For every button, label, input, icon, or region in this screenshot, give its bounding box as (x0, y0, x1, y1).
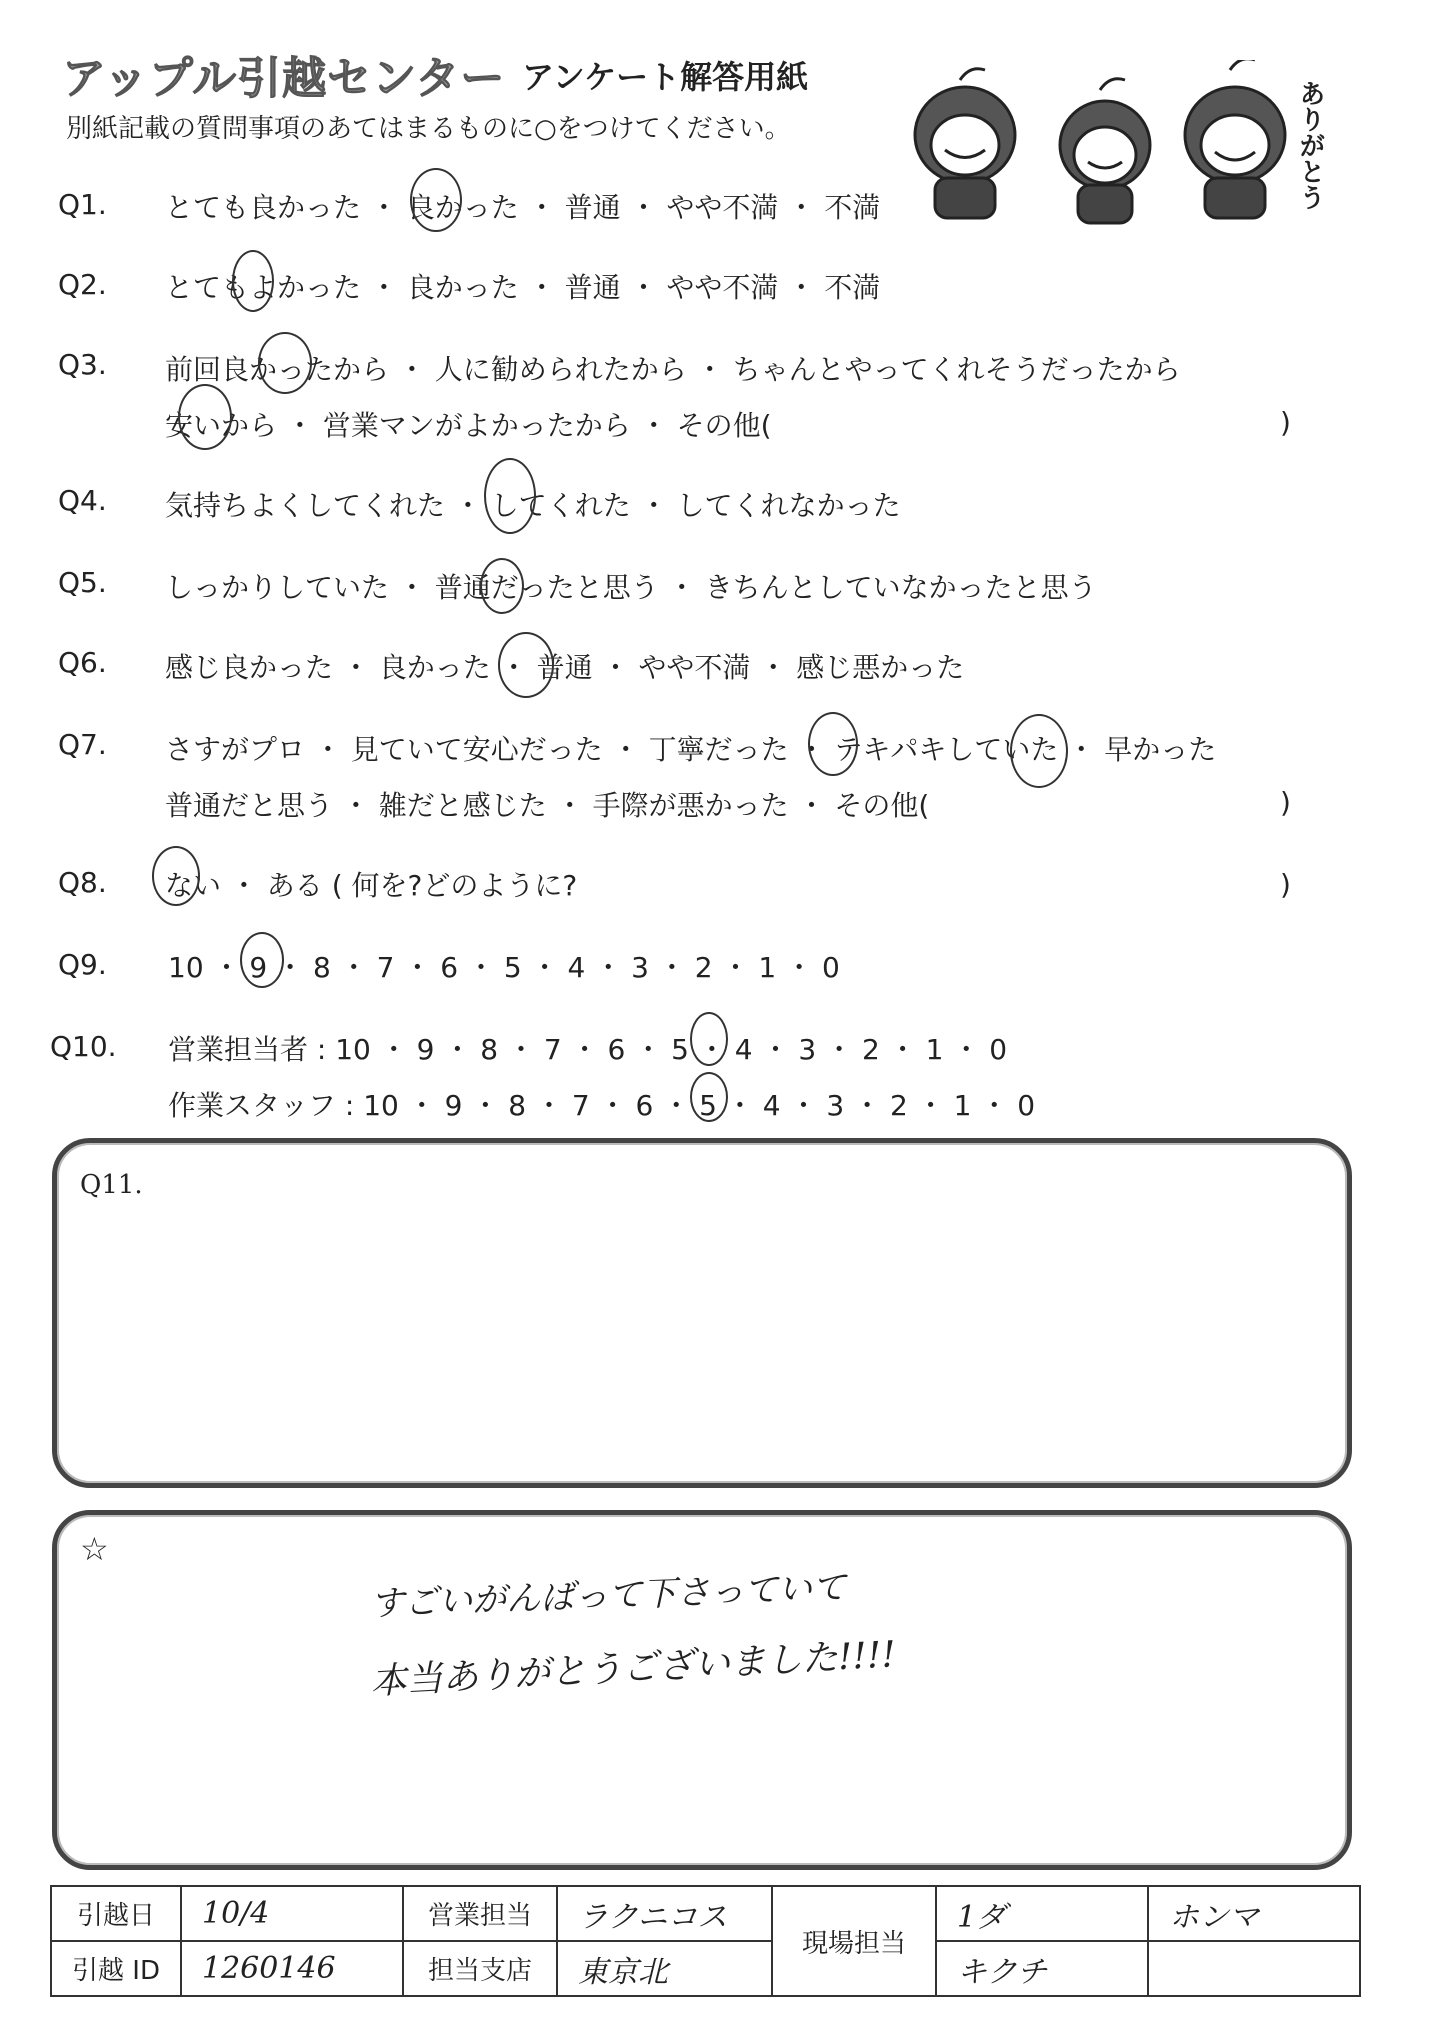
q7-answer-circle-1 (808, 712, 858, 776)
form-subtitle: アンケート解答用紙 (522, 58, 809, 96)
q4-answer-circle (484, 458, 536, 534)
q5-answer-circle (480, 558, 524, 614)
q6-label: Q6. (58, 646, 107, 679)
q3-close-paren: ) (1280, 406, 1291, 439)
site-staff-3: キクチ (936, 1941, 1148, 1996)
q9-answer-circle (240, 932, 284, 988)
q7-label: Q7. (58, 728, 107, 761)
q3-answer-circle-2 (178, 384, 232, 450)
q10-sales-scale: 営業担当者 : 10 ・ 9 ・ 8 ・ 7 ・ 6 ・ 5 ・ 4 ・ 3 ・ 2 ・ 1 ・ 0 (168, 1033, 1008, 1066)
site-label: 現場担当 (772, 1886, 936, 1996)
q10-sales-answer-circle (690, 1012, 728, 1066)
instruction-text: 別紙記載の質問事項のあてはまるものに○をつけてください。 (66, 114, 791, 144)
q10-staff-answer-circle (690, 1072, 728, 1122)
q7-answer-circle-2 (1010, 714, 1068, 788)
q11-label: Q11. (80, 1170, 143, 1200)
branch-value: 東京北 (557, 1941, 772, 1996)
site-staff-1: 1ダ (936, 1886, 1148, 1941)
moving-id-label: 引越 ID (51, 1941, 181, 1996)
q9-label: Q9. (58, 948, 107, 981)
site-staff-2: ホンマ (1148, 1886, 1360, 1941)
q7-options-line1: さすがプロ ・ 見ていて安心だった ・ 丁寧だった ・ テキパキしていた ・ 早かった (165, 733, 1217, 766)
q8-close-paren: ) (1280, 868, 1291, 901)
q2-label: Q2. (58, 268, 107, 301)
mascot-illustration (890, 60, 1340, 230)
sales-label: 営業担当 (403, 1886, 557, 1941)
moving-id-value: 1260146 (181, 1941, 403, 1996)
q2-options: とてもよかった ・ 良かった ・ 普通 ・ やや不満 ・ 不満 (165, 271, 881, 304)
q9-scale: 10 ・ 9 ・ 8 ・ 7 ・ 6 ・ 5 ・ 4 ・ 3 ・ 2 ・ 1 ・ 0 (168, 951, 840, 984)
info-table (50, 1885, 1361, 1997)
q3-options-line2: 安いから ・ 営業マンがよかったから ・ その他( (165, 409, 772, 442)
comment-line-1: すごいがんばって下さっていて (369, 1567, 847, 1625)
comment-star: ☆ (80, 1530, 109, 1568)
q3-label: Q3. (58, 348, 107, 381)
q5-label: Q5. (58, 566, 107, 599)
comment-line-2: 本当ありがとうございました!!!! (369, 1634, 897, 1703)
sales-value: ラクニコス (557, 1886, 772, 1941)
q8-label: Q8. (58, 866, 107, 899)
q7-close-paren: ) (1280, 786, 1291, 819)
company-title: アップル引越センター (62, 53, 506, 104)
q4-options: 気持ちよくしてくれた ・ してくれた ・ してくれなかった (165, 489, 901, 522)
q1-label: Q1. (58, 188, 107, 221)
q8-answer-circle (152, 846, 200, 906)
q3-options-line1: 前回良かったから ・ 人に勧められたから ・ ちゃんとやってくれそうだったから (165, 353, 1181, 386)
q7-options-line2: 普通だと思う ・ 雑だと感じた ・ 手際が悪かった ・ その他( (165, 789, 930, 822)
q1-answer-circle (410, 168, 462, 232)
q8-options: ない ・ ある ( 何を?どのように? (165, 869, 578, 902)
q1-options: とても良かった ・ 良かった ・ 普通 ・ やや不満 ・ 不満 (165, 191, 881, 224)
q11-box (52, 1138, 1352, 1488)
q10-label: Q10. (50, 1030, 117, 1063)
mascot-text: ありがとう (1295, 80, 1325, 210)
q6-options: 感じ良かった ・ 良かった ・ 普通 ・ やや不満 ・ 感じ悪かった (165, 651, 965, 684)
q3-answer-circle-1 (258, 332, 312, 394)
site-staff-4 (1148, 1941, 1360, 1996)
q10-staff-scale: 作業スタッフ : 10 ・ 9 ・ 8 ・ 7 ・ 6 ・ 5 ・ 4 ・ 3 ・ 2 ・ 1 ・ 0 (168, 1089, 1036, 1122)
moving-date-label: 引越日 (51, 1886, 181, 1941)
q2-answer-circle (232, 250, 274, 312)
q5-options: しっかりしていた ・ 普通だったと思う ・ きちんとしていなかったと思う (165, 571, 1097, 604)
branch-label: 担当支店 (403, 1941, 557, 1996)
moving-date-value: 10/4 (181, 1886, 403, 1941)
q6-answer-circle (498, 632, 554, 698)
q4-label: Q4. (58, 484, 107, 517)
